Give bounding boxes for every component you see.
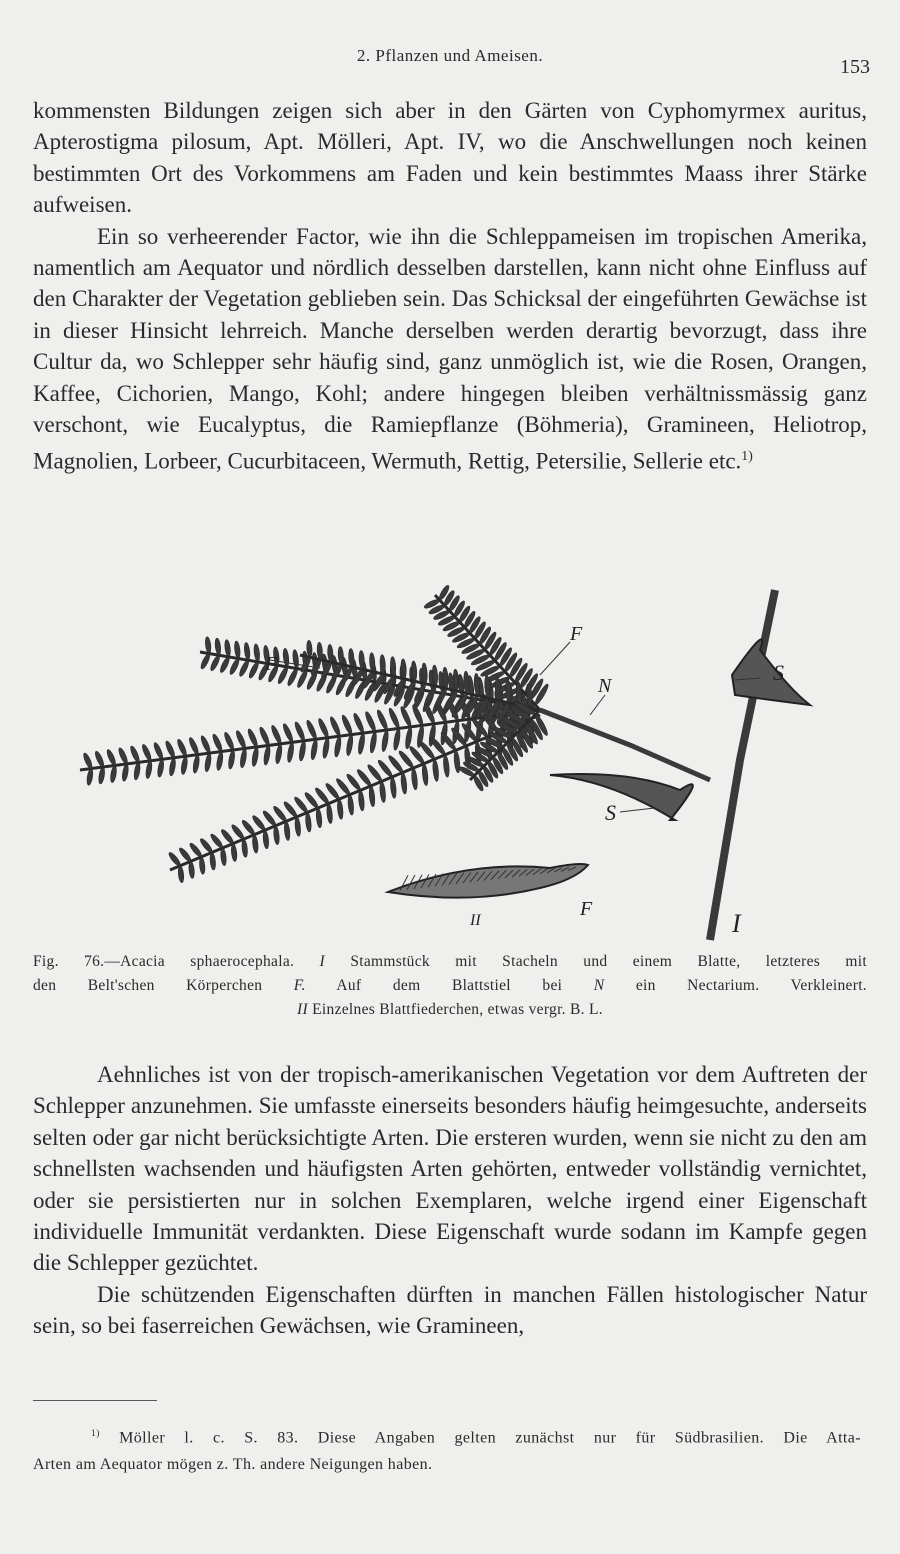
acacia-illustration bbox=[70, 580, 850, 945]
caption-line-2-a: den Belt'schen Körperchen bbox=[33, 977, 263, 994]
label-S-right: S bbox=[773, 660, 784, 685]
thorn-upper bbox=[732, 639, 810, 705]
body-text-bottom bbox=[33, 1059, 867, 1342]
caption-line-3 bbox=[33, 998, 867, 1022]
caption-line-2-c: ein Nectarium. Verkleinert. bbox=[635, 977, 867, 994]
stem-drawing bbox=[710, 590, 775, 940]
footnote-line-1-text: Möller l. c. S. 83. Diese Angaben gelten zunächst nur für Südbrasilien. Die Atta- bbox=[119, 1429, 861, 1447]
label-II: II bbox=[470, 912, 481, 929]
label-F-pod: F bbox=[580, 898, 593, 920]
paragraph-2-text: Ein so verheerender Factor, wie ihn die Schleppameisen im tropischen Amerika, namentlich am Aequator und nördlich desselben darstellen, kann nicht ohne Einfluss auf den Charakter der Vegetation geblieben sein. Das Schicksal der eingeführten Gewächse ist in dieser Hinsicht lehrreich. Manche derselben werden derartig bevorzugt, dass ihre Cultur da, wo Schlepper sehr häufig sind, ganz unmöglich ist, wie die Rosen, Orangen, Kaffee, Cichorien, Mango, Kohl; andere hingegen bleiben verhältnissmässig ganz verschont, wie Eucalyptus, die Ramiepflanze (Böhmeria), Gramineen, Heliotrop, Magnolien, Lorbeer, Cucurbitaceen, Wermuth, Rettig, Petersilie, Sellerie etc. bbox=[33, 223, 867, 475]
stem-petiole bbox=[540, 710, 710, 780]
caption-line-1-text: Stammstück mit Stacheln und einem Blatte, letzteres mit bbox=[350, 953, 867, 970]
paragraph-3: Aehnliches ist von der tropisch-amerikanischen Vegetation vor dem Auftreten der Schlepper anzunehmen. Sie umfasste einerseits besonders häufig heimgesuchte, anderseits selten oder gar nicht berücksichtigte Arten. Die ersteren wurden, wenn sie nicht zu den am schnellsten wachsenden und häufigsten Arten gehörten, entweder vollständig vernichtet, oder sie persistierten nur in solchen Exemplaren, welche irgend einer Eigenschaft individuelle Immunität verdankten. Diese Eigenschaft wurde sodann im Kampfe gegen die Schlepper gezüchtet. bbox=[33, 1062, 867, 1276]
caption-line-2 bbox=[33, 974, 867, 998]
paragraph-2 bbox=[33, 221, 867, 478]
label-F-top: F bbox=[570, 623, 583, 645]
leaf-drawing bbox=[80, 584, 550, 883]
running-head: 2. Pflanzen und Ameisen. bbox=[356, 46, 544, 65]
label-S-mid: S bbox=[605, 800, 616, 825]
caption-label-F: F. bbox=[293, 977, 306, 994]
body-text-top bbox=[33, 95, 867, 478]
label-I: I bbox=[732, 909, 741, 938]
paragraph-1: kommensten Bildungen zeigen sich aber in den Gärten von Cyphomyrmex auritus, Apterostigma pilosum, Apt. Mölleri, Apt. IV, wo die Anschwellungen noch keinen bestimmten Ort des Vorkommens am Faden und kein bestimmtes Maass ihrer Stärke aufweisen. bbox=[33, 98, 867, 218]
thorn-lower bbox=[550, 774, 693, 820]
paragraph-4: Die schützenden Eigenschaften dürften in manchen Fällen histologischer Natur sein, so bei faserreichen Gewächsen, wie Gramineen, bbox=[33, 1281, 867, 1339]
footnote-line-2: Arten am Aequator mögen z. Th. andere Neigungen haben. bbox=[33, 1456, 433, 1474]
footnote-ref: 1) bbox=[741, 448, 753, 464]
caption-label-I: I bbox=[319, 953, 325, 970]
figure-caption bbox=[33, 950, 867, 1022]
caption-line-3-text: Einzelnes Blattfiederchen, etwas vergr. B. L. bbox=[312, 1001, 603, 1018]
label-F-left: F bbox=[265, 653, 278, 675]
caption-line-1 bbox=[33, 950, 867, 974]
page-number: 153 bbox=[840, 56, 870, 78]
footnote-line-1 bbox=[33, 1420, 861, 1451]
caption-figure-number: Fig. 76.—Acacia sphaerocephala. bbox=[33, 953, 295, 970]
footnote-divider bbox=[33, 1400, 157, 1401]
caption-line-2-b: Auf dem Blattstiel bei bbox=[336, 977, 563, 994]
label-N: N bbox=[598, 675, 612, 697]
footnote bbox=[33, 1420, 861, 1478]
caption-label-II: II bbox=[297, 1001, 308, 1018]
caption-label-N: N bbox=[593, 977, 605, 994]
footnote-marker: 1) bbox=[91, 1428, 100, 1439]
